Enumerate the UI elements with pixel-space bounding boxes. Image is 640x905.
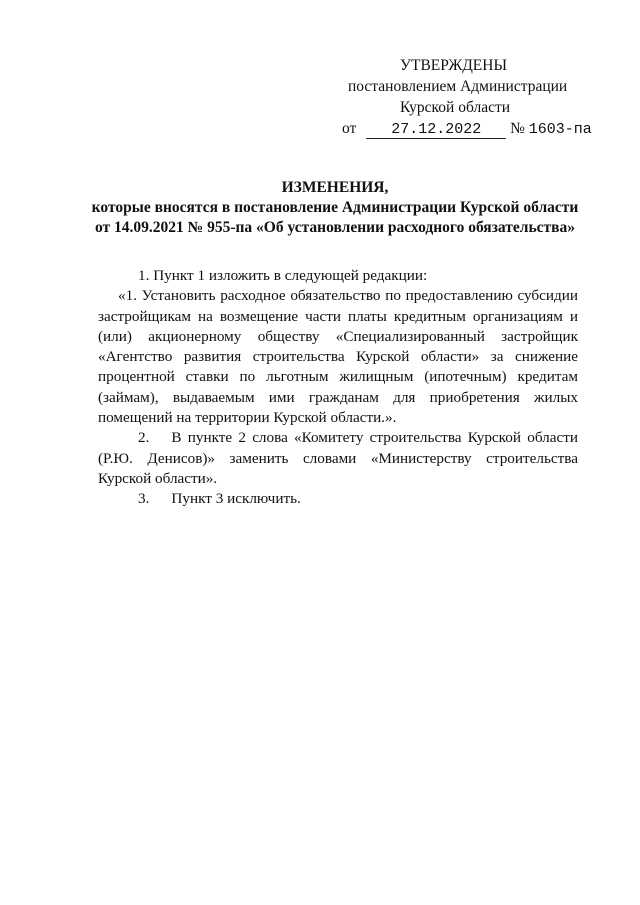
item-2-text: В пункте 2 слова «Комитету строительства Курской области (Р.Ю. Денисов)» заменить словами «Министерству строительства Курской области». bbox=[98, 429, 578, 487]
item-1-number: 1. bbox=[138, 267, 150, 284]
approval-number: 1603-па bbox=[528, 121, 592, 138]
item-1-text: Пункт 1 изложить в следующей редакции: bbox=[153, 267, 428, 284]
item-3-text: Пункт 3 исключить. bbox=[171, 490, 301, 508]
item-1 bbox=[98, 266, 578, 286]
approval-date-line bbox=[342, 118, 592, 140]
title-subtitle-line-2: от 14.09.2021 № 955-па «Об установлении расходного обязательства» bbox=[94, 219, 576, 236]
title-heading: ИЗМЕНЕНИЯ, bbox=[281, 179, 389, 196]
item-2-number: 2. bbox=[138, 429, 150, 447]
approval-from-label: от bbox=[342, 120, 357, 137]
approval-line-2: Курской области bbox=[400, 99, 511, 116]
item-3-number: 3. bbox=[138, 490, 150, 508]
approval-date: 27.12.2022 bbox=[366, 122, 506, 139]
approval-heading: УТВЕРЖДЕНЫ bbox=[400, 57, 507, 74]
approval-line-1: постановлением Администрации bbox=[348, 78, 568, 95]
item-2 bbox=[98, 428, 578, 489]
title-subtitle-line-1: которые вносятся в постановление Администрации Курской области bbox=[91, 199, 579, 216]
document-body bbox=[98, 266, 578, 510]
item-1-quote: «1. Установить расходное обязательство по предоставлению субсидии застройщикам на возмещение части платы кредитным организациям и (или) акционерному обществу «Специализированный застройщик «Агентство развития строительства Курской области» за снижение процентной ставки по льготным жилищным (ипотечным) кредитам (займам), выдаваемым ими гражданам для приобретения жилых помещений на территории Курской области.». bbox=[98, 287, 578, 427]
approval-number-label: № bbox=[510, 120, 525, 137]
document-title bbox=[80, 178, 590, 238]
item-3 bbox=[98, 489, 578, 509]
